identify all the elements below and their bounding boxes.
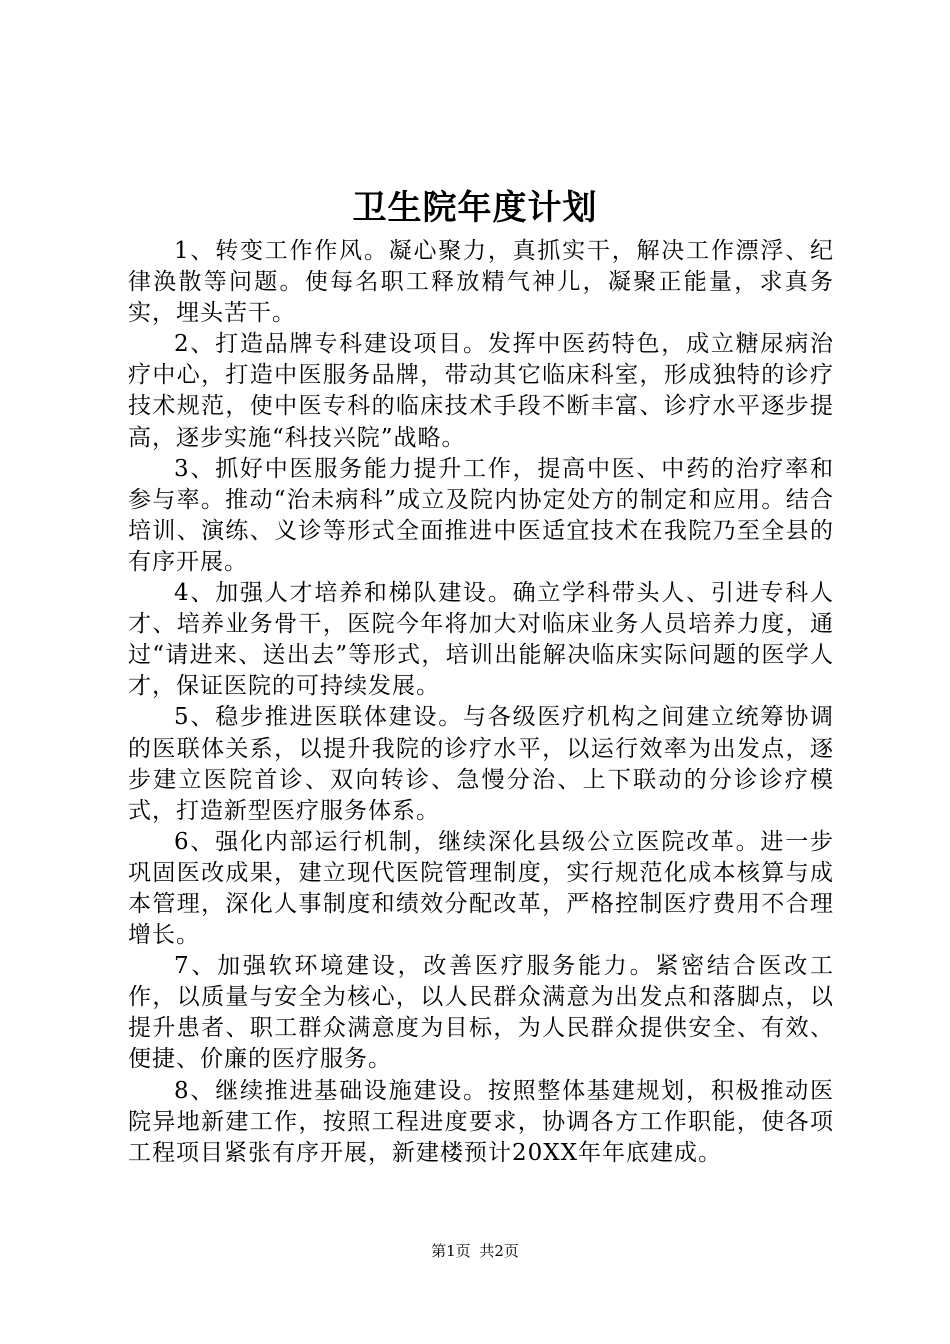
- paragraph-4: 4、加强人才培养和梯队建设。确立学科带头人、引进专科人才、培养业务骨干，医院今年将加大对临床业务人员培养力度，通过“请进来、送出去”等形式，培训出能解决临床实际问题的医学人才，保证医院的可持续发展。: [128, 580, 834, 700]
- paragraph-8: 8、继续推进基础设施建设。按照整体基建规划，积极推动医院异地新建工作，按照工程进度要求，协调各方工作职能，使各项工程项目紧张有序开展，新建楼预计20XX年年底建成。: [128, 1077, 834, 1166]
- document-title: 卫生院年度计划: [352, 188, 598, 228]
- paragraph-6: 6、强化内部运行机制，继续深化县级公立医院改革。进一步巩固医改成果，建立现代医院管理制度，实行规范化成本核算与成本管理，深化人事制度和绩效分配改革，严格控制医疗费用不合理增长。: [128, 828, 834, 949]
- paragraph-2: 2、打造品牌专科建设项目。发挥中医药特色，成立糖尿病治疗中心，打造中医服务品牌，带动其它临床科室，形成独特的诊疗技术规范，使中医专科的临床技术手段不断丰富、诊疗水平逐步提高，逐步实施“科技兴院”战略。: [128, 331, 834, 451]
- paragraph-7: 7、加强软环境建设，改善医疗服务能力。紧密结合医改工作，以质量与安全为核心，以人民群众满意为出发点和落脚点，以提升患者、职工群众满意度为目标，为人民群众提供安全、有效、便捷、价廉的医疗服务。: [128, 953, 834, 1073]
- paragraph-1: 1、转变工作作风。凝心聚力，真抓实干，解决工作漂浮、纪律涣散等问题。使每名职工释放精气神儿，凝聚正能量，求真务实，埋头苦干。: [128, 238, 834, 327]
- document-body: [128, 236, 834, 1169]
- paragraph-3: 3、抓好中医服务能力提升工作，提高中医、中药的治疗率和参与率。推动“治未病科”成立及院内协定处方的制定和应用。结合培训、演练、义诊等形式全面推进中医适宜技术在我院乃至全县的有序开展。: [128, 455, 834, 575]
- page-number-footer: 第1页 共2页: [431, 1242, 519, 1260]
- paragraph-5: 5、稳步推进医联体建设。与各级医疗机构之间建立统筹协调的医联体关系，以提升我院的诊疗水平，以运行效率为出发点，逐步建立医院首诊、双向转诊、急慢分治、上下联动的分诊诊疗模式，打造新型医疗服务体系。: [128, 704, 834, 824]
